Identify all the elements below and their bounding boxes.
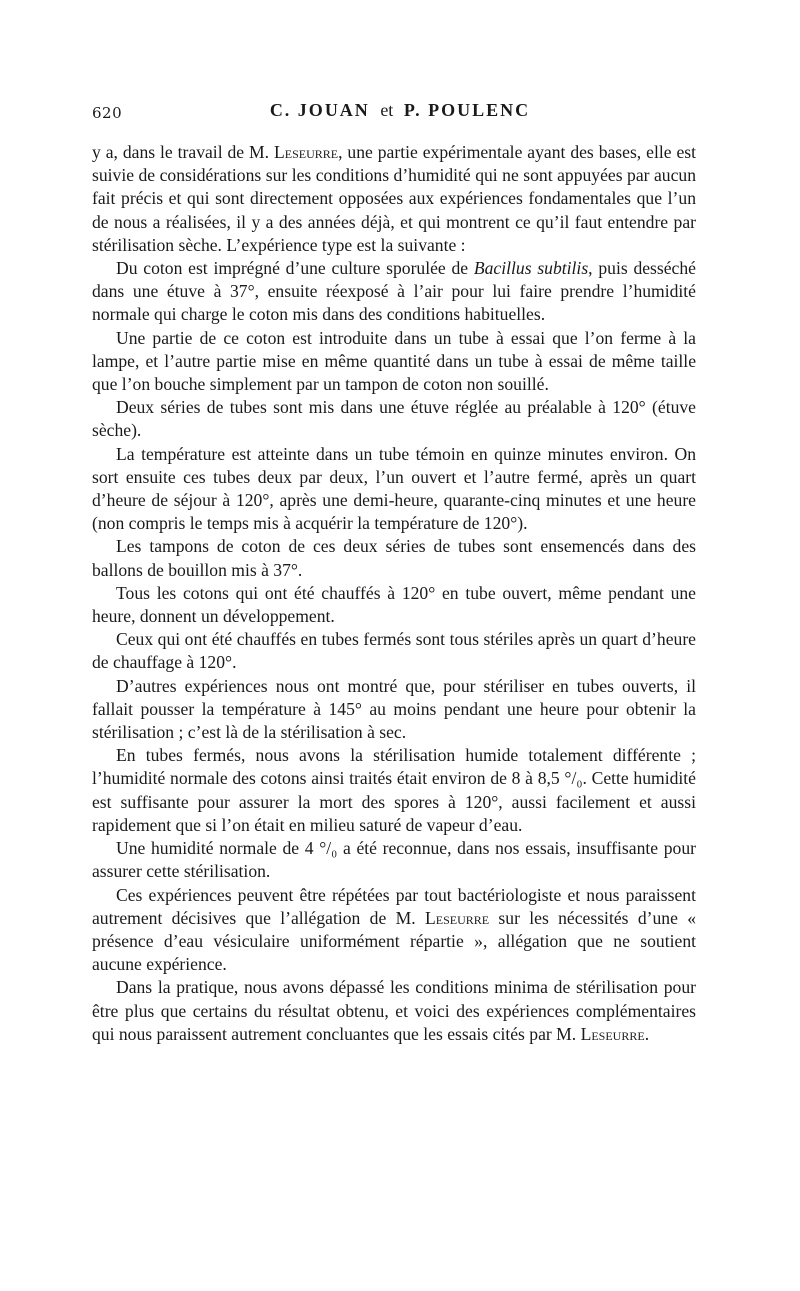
text-run: En tubes fermés, nous avons la stérilisation humide totalement différente ; l’humidité normale des cotons ainsi traités était environ de 8 à 8,5 °/₀. Cette humidité est suffisante pour assurer la mort des spores à 120°, aussi facilement et aussi rapidement que si l’on était en milieu saturé de vapeur d’eau. [92,745,696,835]
text-run: Une partie de ce coton est introduite dans un tube à essai que l’on ferme à la lampe, et l’autre partie mise en même quantité dans un tube à essai de même taille que l’on bouche simplement par un tampon de coton non souillé. [92,327,696,395]
paragraph [92,837,696,883]
paragraph [92,744,696,837]
author-conjunction: et [380,100,394,120]
text-run: Les tampons de coton de ces deux séries de tubes sont ensemencés dans des ballons de bouillon mis à 37°. [92,536,696,580]
author-name-1: C. JOUAN [269,100,370,120]
paragraph [92,675,696,745]
paragraph [92,257,696,327]
species-name: Bacillus subtilis [473,258,589,279]
author-reference: Leseurre [580,1023,645,1044]
page-number: 620 [92,104,123,122]
text-run: Dans la pratique, nous avons dépassé les conditions minima de stérilisation pour être plus que certains du résultat obtenu, et voici des expériences complémentaires qui nous paraissent autrement concluantes que les essais cités par M. [92,977,696,1044]
author-name-2: P. POULENC [403,100,531,120]
text-run: . [644,1023,650,1044]
text-run: Ceux qui ont été chauffés en tubes fermés sont tous stériles après un quart d’heure de chauffage à 120°. [92,629,696,673]
author-reference: Leseurre [274,142,339,162]
running-head [0,100,800,121]
paragraph [92,141,696,257]
paragraph [92,327,696,397]
text-run: Tous les cotons qui ont été chauffés à 120° en tube ouvert, même pendant une heure, donnent un développement. [92,582,696,627]
paragraph [92,535,696,581]
author-reference: Leseurre [425,907,490,928]
text-run: Une humidité normale de 4 °/₀ a été reconnue, dans nos essais, insuffisante pour assurer cette stérilisation. [92,838,696,882]
text-run: Deux séries de tubes sont mis dans une étuve réglée au préalable à 120° (étuve sèche). [92,397,696,441]
text-run: y a, dans le travail de M. [92,142,275,162]
text-run: , une partie expérimentale ayant des bases, elle est suivie de considérations sur les conditions d’humidité qui ne sont appuyées par aucun fait précis et qui sont directement opposées aux expériences fondamentales que l’un de nous a réalisées, il y a des années déjà, et qui montrent ce qu’il faut entendre par stérilisation sèche. L’expérience type est la suivante : [92,142,696,255]
text-run: , puis desséché dans une étuve à 37°, ensuite réexposé à l’air pour lui faire prendre l’humidité normale qui charge le coton mis dans des conditions habituelles. [92,258,696,325]
body-text [92,141,696,1046]
paragraph [92,628,696,674]
text-run: Du coton est imprégné d’une culture sporulée de [116,258,474,279]
paragraph [92,976,696,1046]
text-run: D’autres expériences nous ont montré que, pour stériliser en tubes ouverts, il fallait pousser la température à 145° au moins pendant une heure pour obtenir la stérilisation ; c’est là de la stérilisation à sec. [92,675,696,743]
paragraph [92,396,696,442]
text-run: La température est atteinte dans un tube témoin en quinze minutes environ. On sort ensuite ces tubes deux par deux, l’un ouvert et l’autre fermé, après un quart d’heure de séjour à 120°, après une demi-heure, quarante-cinq minutes et une heure (non compris le temps mis à acquérir la température de 120°). [92,443,696,534]
paragraph [92,884,696,977]
paragraph [92,582,696,628]
text-run: Ces expériences peuvent être répétées par tout bactériologiste et nous paraissent autrement décisives que l’allégation de M. [92,884,696,928]
text-run: sur les nécessités d’une « présence d’eau vésiculaire uniformément répartie », allégation que ne soutient aucune expérience. [92,907,697,975]
paragraph [92,443,696,536]
